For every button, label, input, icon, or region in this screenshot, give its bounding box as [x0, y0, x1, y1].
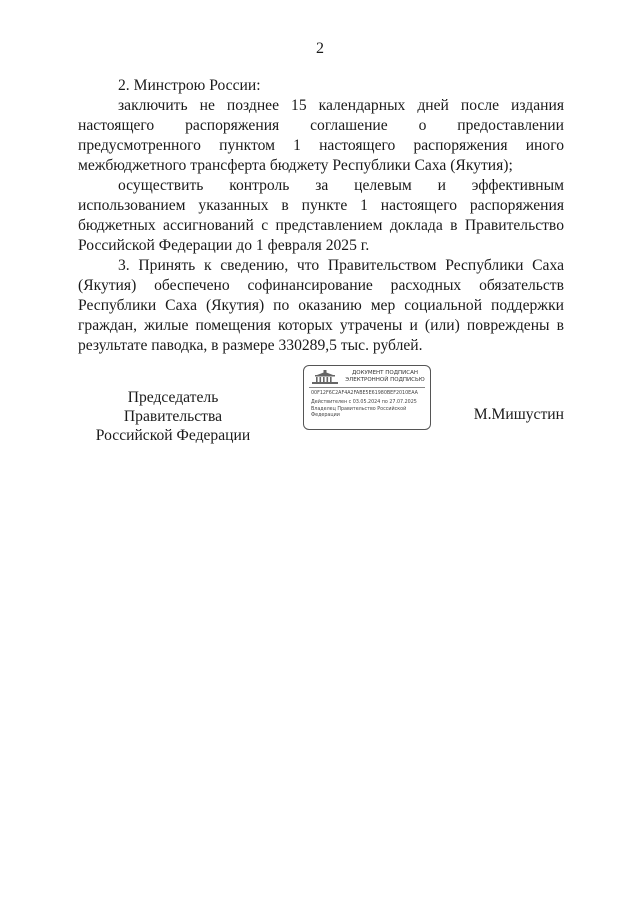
- stamp-owner-line1: Владелец Правительство Российской: [311, 407, 407, 412]
- paragraph-item-2: 2. Минстрою России:: [118, 77, 261, 94]
- paragraph-control: осуществить контроль за целевым и эффективным использованием указанных в пункте 1 настоящего распоряжения бюджетных ассигнований с представлением доклада в Правительство Российской Федерации до 1 февраля 2025 г.: [78, 177, 564, 254]
- signatory-title-line1: Председатель Правительства: [123, 389, 223, 425]
- document-body: [78, 76, 564, 356]
- stamp-title: ДОКУМЕНТ ПОДПИСАН ЭЛЕКТРОННОЙ ПОДПИСЬЮ: [345, 370, 425, 383]
- stamp-divider: [309, 387, 425, 388]
- signatory-title: [78, 388, 268, 445]
- electronic-signature-stamp: [303, 365, 431, 430]
- stamp-owner-line2: Федерации: [311, 413, 340, 418]
- signatory-title-line2: Российской Федерации: [95, 427, 251, 444]
- paragraph-conclude-agreement: заключить не позднее 15 календарных дней после издания настоящего распоряжения соглашение о предоставлении предусмотренного пунктом 1 настоящего распоряжения иного межбюджетного трансферта бюджету Республики Саха (Якутия);: [78, 97, 564, 174]
- stamp-certificate: 00F12F6C2AF4A2FABE5E61980BEF2010EAA: [311, 391, 418, 396]
- signatory-name: М.Мишустин: [473, 406, 564, 423]
- government-building-icon: [311, 370, 339, 385]
- stamp-validity: Действителен с 03.05.2024 по 27.07.2025: [311, 400, 417, 405]
- paragraph-item-3: 3. Принять к сведению, что Правительством Республики Саха (Якутия) обеспечено софинансирование расходных обязательств Республики Саха (Якутия) по оказанию мер социальной поддержки граждан, жилые помещения которых утрачены и (или) повреждены в результате паводка, в размере 330289,5 тыс. рублей.: [78, 257, 564, 354]
- page-number: 2: [316, 40, 324, 57]
